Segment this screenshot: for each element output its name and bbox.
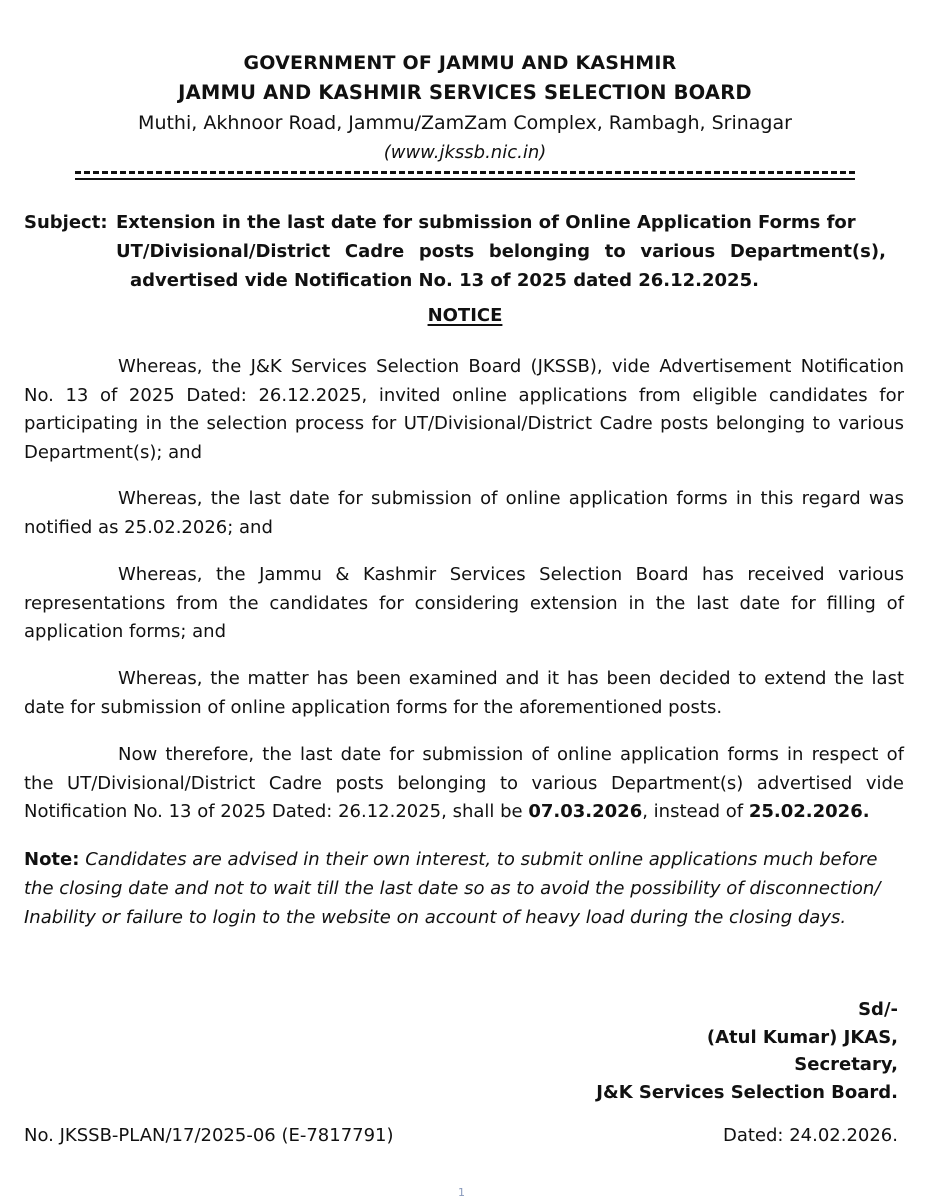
paragraph-4: Whereas, the matter has been examined and it has been decided to extend the last date for submission of online application forms for the aforementioned posts. — [24, 668, 904, 718]
signatory-designation: Secretary, — [794, 1054, 898, 1075]
signatory-name: (Atul Kumar) JKAS, — [706, 1026, 898, 1048]
paragraph-3: Whereas, the Jammu & Kashmir Services Selection Board has received various representations from the candidates for considering extension in the last date for filling of application forms; and — [24, 564, 904, 642]
notice-title: NOTICE — [427, 305, 503, 326]
subject-word: posts — [418, 241, 475, 262]
government-name: GOVERNMENT OF JAMMU AND KASHMIR — [243, 52, 677, 74]
reference-number: No. JKSSB-PLAN/17/2025-06 (E-7817791) — [24, 1125, 394, 1146]
letterhead — [0, 48, 930, 168]
board-name: JAMMU AND KASHMIR SERVICES SELECTION BOARD — [178, 81, 752, 104]
subject-word: UT/Divisional/District — [116, 241, 331, 262]
subject-text-1: Extension in the last date for submission of Online Application Forms for — [116, 212, 856, 233]
issue-date: Dated: 24.02.2026. — [722, 1125, 898, 1146]
note-text: Candidates are advised in their own interest, to submit online applications much before the closing date and not to wait till the last date so as to avoid the possibility of disconnection/ Inability or failure to login to the website on account of heavy load during the closing days. — [24, 849, 881, 928]
subject-word: various — [640, 241, 716, 262]
signature-sd: Sd/- — [858, 999, 898, 1020]
board-address: Muthi, Akhnoor Road, Jammu/ZamZam Complex, Rambagh, Srinagar — [138, 112, 792, 134]
subject-line-1 — [24, 208, 894, 237]
subject-word: to — [604, 241, 626, 262]
subject-word: belonging — [488, 241, 591, 262]
paragraph-5-text-b: , instead of — [642, 801, 749, 822]
subject-word: Cadre — [344, 241, 405, 262]
page-number: 1 — [458, 1186, 465, 1199]
paragraph-2: Whereas, the last date for submission of online application forms in this regard was notified as 25.02.2026; and — [24, 488, 904, 538]
signatory-organization: J&K Services Selection Board. — [596, 1081, 898, 1103]
signature-block — [596, 996, 898, 1106]
header-divider-solid — [75, 178, 855, 180]
subject-line-3: advertised vide Notification No. 13 of 2025 dated 26.12.2025. — [130, 270, 759, 291]
subject-block — [24, 208, 894, 295]
paragraph-1: Whereas, the J&K Services Selection Board (JKSSB), vide Advertisement Notification No. 13 of 2025 Dated: 26.12.2025, invited online applications from eligible candidates for participating in the selection process for UT/Divisional/District Cadre posts belonging to various Department(s); and — [24, 356, 904, 463]
note-label: Note: — [24, 849, 80, 870]
old-last-date: 25.02.2026. — [748, 801, 870, 822]
subject-line-2 — [116, 237, 886, 266]
board-website: (www.jkssb.nic.in) — [383, 142, 547, 163]
header-divider-dashed — [75, 171, 855, 176]
paragraph-5 — [24, 741, 904, 827]
note-block — [24, 845, 904, 932]
paragraph-5-text-a: Now therefore, the last date for submission of online application forms in respect of the UT/Divisional/District Cadre posts belonging to various Department(s) advertised vide Notification No. 13 of 2025 Dated: 26.12.2025, shall be — [24, 744, 904, 822]
subject-word: Department(s), — [729, 241, 886, 262]
new-last-date: 07.03.2026 — [528, 801, 643, 822]
subject-label: Subject: — [24, 212, 108, 233]
